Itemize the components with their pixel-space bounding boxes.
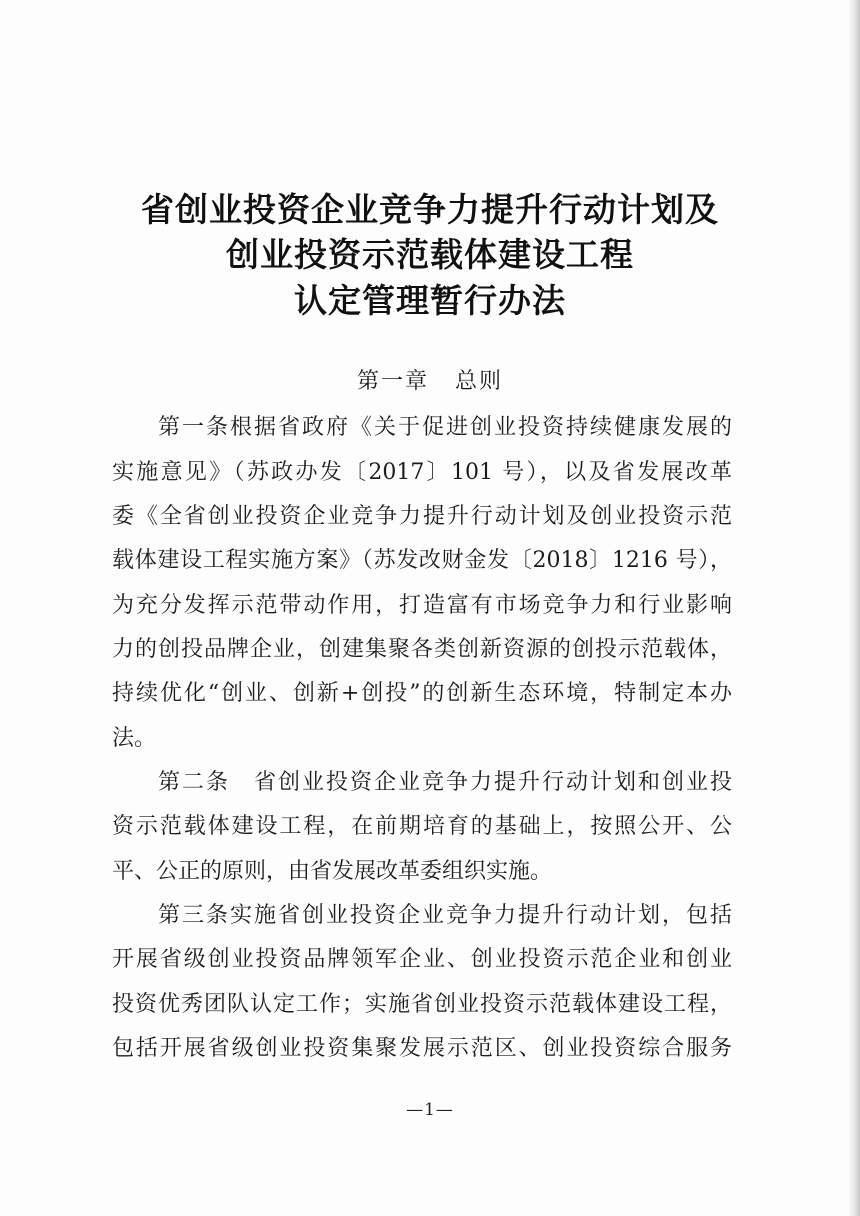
body-line: 载体建设工程实施方案》（苏发改财金发〔2018〕1216 号）， xyxy=(112,548,732,573)
body-line: 投资优秀团队认定工作；实施省创业投资示范载体建设工程， xyxy=(112,992,732,1017)
body-line: 力的创投品牌企业，创建集聚各类创新资源的创投示范载体， xyxy=(112,637,732,662)
body-line: 为充分发挥示范带动作用，打造富有市场竞争力和行业影响 xyxy=(112,593,732,618)
body-line: 委《全省创业投资企业竞争力提升行动计划及创业投资示范 xyxy=(112,504,732,529)
body-line: 开展省级创业投资品牌领军企业、创业投资示范企业和创业 xyxy=(112,947,732,972)
scan-edge-shadow xyxy=(848,0,860,1216)
body-line: 平、公正的原则，由省发展改革委组织实施。 xyxy=(112,859,553,884)
body-line: 第一条根据省政府《关于促进创业投资持续健康发展的 xyxy=(158,415,732,440)
document-title-line-3: 认定管理暂行办法 xyxy=(294,281,566,320)
body-line: 第二条 省创业投资企业竞争力提升行动计划和创业投 xyxy=(158,770,732,795)
chapter-number: 第一章 xyxy=(356,369,429,394)
body-line: 包括开展省级创业投资集聚发展示范区、创业投资综合服务 xyxy=(112,1036,732,1061)
chapter-name: 总则 xyxy=(455,369,504,394)
document-title-line-2: 创业投资示范载体建设工程 xyxy=(226,235,634,274)
body-line: 第三条实施省创业投资企业竞争力提升行动计划，包括 xyxy=(158,903,732,928)
body-line: 实施意见》（苏政办发〔2017〕101 号），以及省发展改革 xyxy=(112,460,732,485)
document-title-line-1: 省创业投资企业竞争力提升行动计划及 xyxy=(141,190,719,229)
body-line: 资示范载体建设工程，在前期培育的基础上，按照公开、公 xyxy=(112,814,732,839)
body-line: 法。 xyxy=(112,726,157,751)
body-line: 持续优化“创业、创新+创投”的创新生态环境，特制定本办 xyxy=(112,681,732,706)
chapter-heading xyxy=(0,367,860,397)
page-number: —1— xyxy=(406,1100,454,1120)
